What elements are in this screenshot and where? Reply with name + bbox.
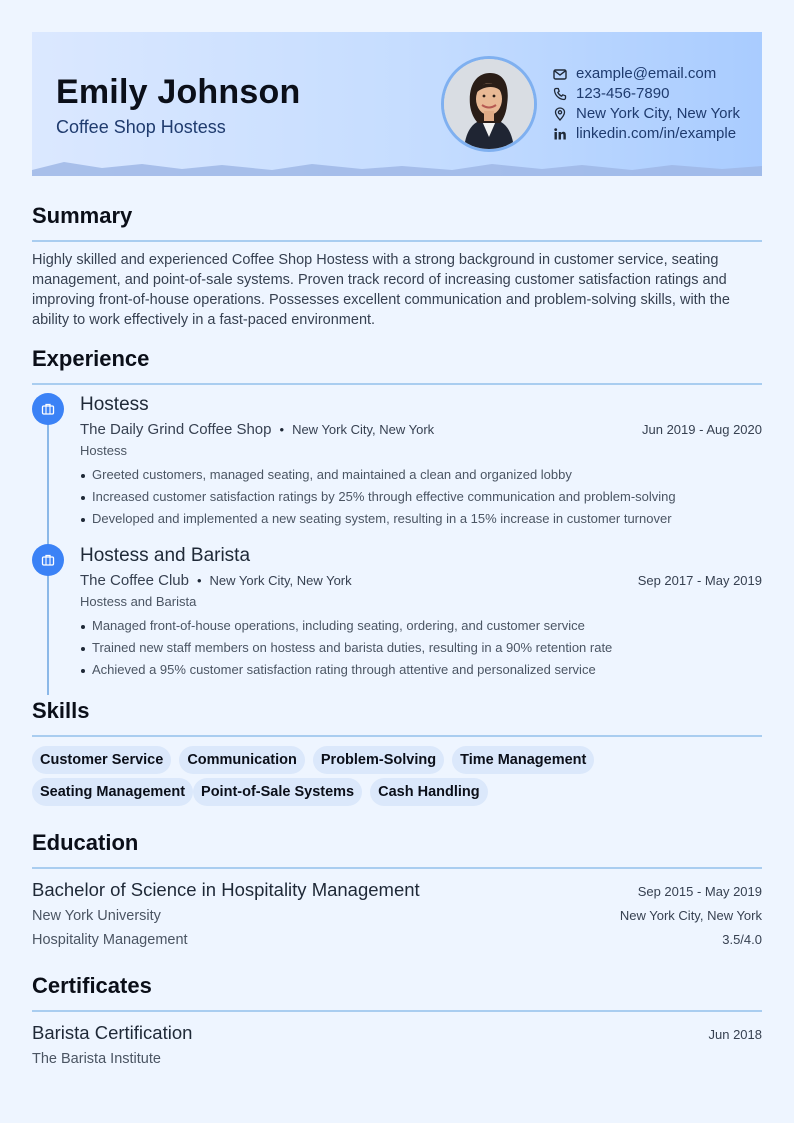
resume-header [32,32,762,176]
briefcase-icon [32,544,64,576]
profile-photo [441,56,537,152]
job-subtitle: Hostess [80,443,127,458]
briefcase-icon [32,393,64,425]
education-gpa: 3.5/4.0 [722,932,762,947]
education-location: New York City, New York [619,908,762,923]
certificate-name: Barista Certification [32,1022,193,1043]
job-entry [32,393,762,530]
job-bullet: Trained new staff members on hostess and barista duties, resulting in a 90% retention rate [80,637,762,659]
skill-chip: Cash Handling [370,778,488,806]
job-meta [80,420,762,440]
section-divider [32,383,762,385]
section-divider [32,1010,762,1012]
job-location: New York City, New York [292,422,435,437]
contact-email[interactable] [552,64,740,84]
contact-location-text: New York City, New York [576,105,740,122]
job-bullets [80,615,762,681]
experience-timeline [32,393,762,681]
education-field-row [32,928,762,952]
phone-icon [552,86,568,102]
education-school-row [32,904,762,928]
skill-chip: Time Management [452,746,594,774]
skill-chip: Customer Service [32,746,171,774]
contact-phone-text: 123-456-7890 [576,85,670,102]
job-bullet: Increased customer satisfaction ratings by 25% through effective communication and problem-solving [80,486,762,508]
contact-email-text: example@email.com [576,65,717,82]
separator-dot: • [279,422,285,437]
job-company: The Coffee Club [80,572,189,589]
certificate-issuer: The Barista Institute [32,1051,161,1067]
job-bullets [80,464,762,530]
certificates-section [32,972,762,1071]
summary-heading: Summary [32,203,133,228]
skills-section [32,697,762,810]
skills-heading: Skills [32,698,90,723]
experience-heading: Experience [32,346,150,371]
skill-chip: Communication [179,746,305,774]
education-school: New York University [32,908,161,924]
job-dates: Sep 2017 - May 2019 [637,573,762,588]
education-heading: Education [32,830,139,855]
section-divider [32,735,762,737]
education-dates: Sep 2015 - May 2019 [637,884,762,899]
job-bullet: Managed front-of-house operations, including seating, ordering, and customer service [80,615,762,637]
education-section [32,829,762,952]
contact-location [552,104,740,124]
contact-list [552,64,740,144]
job-role: Hostess [80,394,149,415]
candidate-title: Coffee Shop Hostess [56,117,226,137]
job-bullet: Greeted customers, managed seating, and maintained a clean and organized lobby [80,464,762,486]
job-meta [80,571,762,591]
mail-icon [552,66,568,82]
certificate-row [32,1021,762,1045]
candidate-name: Emily Johnson [56,73,301,111]
profile-photo-illustration [444,59,534,149]
skill-chip: Point-of-Sale Systems [193,778,362,806]
header-wave-decoration [32,160,762,176]
job-company: The Daily Grind Coffee Shop [80,421,272,438]
summary-section [32,202,762,330]
experience-section [32,345,762,681]
job-entry [32,544,762,681]
education-field: Hospitality Management [32,932,188,948]
contact-linkedin-text: linkedin.com/in/example [576,125,737,142]
job-bullet: Developed and implemented a new seating system, resulting in a 15% increase in customer turnover [80,508,762,530]
section-divider [32,240,762,242]
separator-dot: • [196,573,202,588]
skill-chip: Seating Management [32,778,193,806]
job-subtitle: Hostess and Barista [80,594,197,609]
section-divider [32,867,762,869]
education-degree: Bachelor of Science in Hospitality Management [32,879,420,900]
skills-list [32,746,762,810]
education-degree-row [32,878,762,902]
location-pin-icon [552,106,568,122]
job-location: New York City, New York [209,573,352,588]
job-bullet: Achieved a 95% customer satisfaction rating through attentive and personalized service [80,659,762,681]
summary-text: Highly skilled and experienced Coffee Shop Hostess with a strong background in customer service, seating management, and point-of-sale systems. Proven track record of increasing customer satisfaction ratings and improving front-of-house operations. Possesses excellent communication and problem-solving skills, with the ability to work effectively in a fast-paced environment. [32,252,730,328]
skill-chip: Problem-Solving [313,746,444,774]
job-dates: Jun 2019 - Aug 2020 [642,422,762,437]
certificate-date: Jun 2018 [708,1027,762,1042]
job-role: Hostess and Barista [80,545,251,566]
linkedin-icon [552,126,568,142]
contact-phone[interactable] [552,84,740,104]
certificates-heading: Certificates [32,973,152,998]
resume-page [32,32,762,1071]
contact-linkedin[interactable] [552,124,740,144]
